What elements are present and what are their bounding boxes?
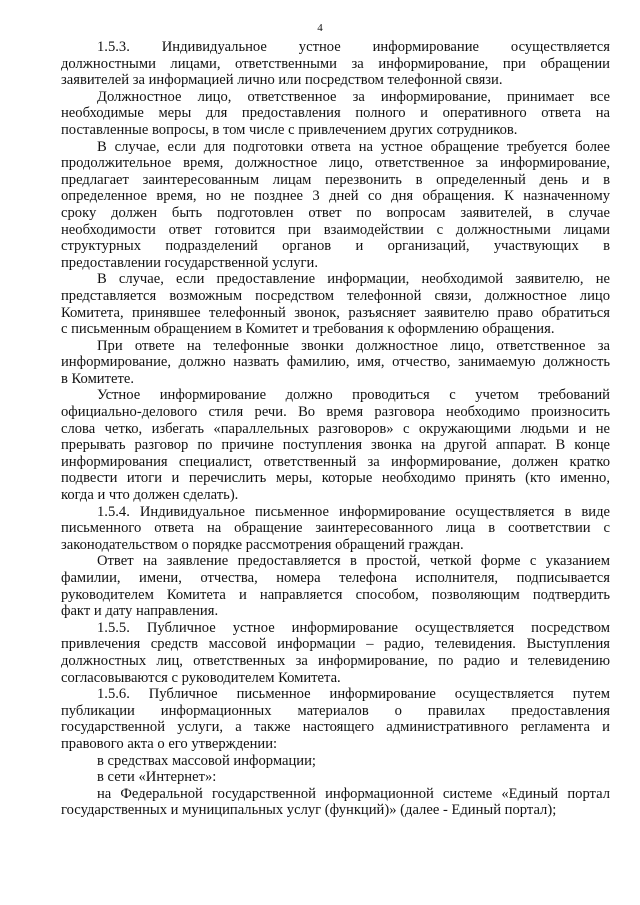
- text-line: публикации информационных материалов о правилах предоставления: [61, 702, 610, 719]
- text-line: с письменным обращением в Комитет и требования к оформлению обращения.: [61, 321, 555, 338]
- text-line: Должностное лицо, ответственное за информирование, принимает все: [97, 88, 610, 105]
- text-line: Ответ на заявление предоставляется в простой, четкой форме с указанием: [97, 553, 610, 570]
- list-item: [61, 753, 610, 770]
- text-line: согласовываются с руководителем Комитета.: [61, 669, 341, 686]
- text-line: правового акта о его утверждении:: [61, 735, 278, 752]
- paragraph: [61, 686, 610, 752]
- text-line: привлечения средств массовой информации – радио, телевидения. Выступления: [61, 636, 610, 653]
- paragraph: [61, 553, 610, 619]
- text-line: факт и дату направления.: [61, 603, 219, 620]
- text-line: В случае, если предоставление информации, необходимой заявителю, не: [97, 271, 610, 288]
- text-line: подвести итоги и перечислить меры, которые необходимо принять (кто именно,: [61, 470, 610, 487]
- text-line: информирование, должно назвать фамилию, имя, отчество, занимаемую должность: [61, 354, 610, 371]
- text-line: определенное время, но не позднее 3 дней со дня обращения. К назначенному: [61, 188, 610, 205]
- text-line: руководителем Комитета и направляется способом, позволяющим подтвердить: [61, 586, 610, 603]
- text-line: слова четко, избегать «параллельных разговоров» с окружающими людьми и не: [61, 420, 610, 437]
- text-line: когда и что должен сделать).: [61, 487, 239, 504]
- text-line: структурных подразделений органов и организаций, участвующих в: [61, 238, 610, 255]
- paragraph: [61, 139, 610, 272]
- paragraph: [61, 504, 610, 554]
- text-line: Комитета, принявшее телефонный звонок, разъясняет заявителю право обратиться: [61, 304, 610, 321]
- text-line: 1.5.4. Индивидуальное письменное информирование осуществляется в виде: [97, 503, 610, 520]
- text-line: сроку должен быть подготовлен ответ по вопросам заявителей, в случае: [61, 204, 610, 221]
- paragraph: [61, 387, 610, 503]
- text-line: должностными лицами, ответственными за информирование, при обращении: [61, 55, 610, 72]
- paragraph: [61, 620, 610, 686]
- text-line: фамилии, имени, отчества, номера телефона исполнителя, подписывается: [61, 570, 610, 586]
- text-line: Устное информирование должно проводиться с учетом требований: [97, 387, 610, 404]
- paragraph: [61, 271, 610, 337]
- text-line: продолжительное время, должностное лицо, ответственное за информирование,: [61, 155, 610, 172]
- paragraph: [61, 89, 610, 139]
- text-line: 1.5.6. Публичное письменное информирование осуществляется путем: [97, 686, 610, 703]
- text-line: государственных и муниципальных услуг (функций)» (далее - Единый портал);: [61, 802, 557, 819]
- text-line: предлагает заинтересованным лицам перезвонить в определенный день и в: [61, 171, 610, 188]
- text-line: прерывать разговор по причине поступления звонка на другой аппарат. В конце: [61, 437, 610, 454]
- text-line: 1.5.5. Публичное устное информирование осуществляется посредством: [97, 619, 610, 636]
- text-line: в Комитете.: [61, 370, 134, 387]
- text-line: В случае, если для подготовки ответа на устное обращение требуется более: [97, 138, 610, 155]
- text-line: необходимые меры для предоставления полного и оперативного ответа на: [61, 105, 610, 122]
- paragraph: [61, 39, 610, 89]
- text-line: информирования специалист, ответственный за информирование, должен кратко: [61, 453, 610, 470]
- text-line: 1.5.3. Индивидуальное устное информирование осуществляется: [97, 39, 610, 55]
- text-line: должностных лиц, ответственных за информирование, по радио и телевидению: [61, 652, 610, 669]
- text-line: в сети «Интернет»:: [97, 769, 217, 786]
- text-line: предоставлении государственной услуги.: [61, 254, 318, 271]
- document-body: [61, 39, 610, 819]
- text-line: необходимости ответ готовится при взаимодействии с должностными лицами: [61, 221, 610, 238]
- text-line: на Федеральной государственной информационной системе «Единый портал: [97, 785, 610, 802]
- text-line: представляется возможным посредством телефонной связи, должностное лицо: [61, 287, 610, 304]
- page-number: 4: [317, 22, 323, 34]
- paragraph: [61, 786, 610, 819]
- paragraph: [61, 338, 610, 388]
- text-line: При ответе на телефонные звонки должностное лицо, ответственное за: [97, 337, 610, 354]
- text-line: законодательством о порядке рассмотрения обращений граждан.: [61, 536, 464, 553]
- list-item: [61, 769, 610, 786]
- text-line: поставленные вопросы, в том числе с привлечением других сотрудников.: [61, 121, 518, 138]
- text-line: в средствах массовой информации;: [97, 752, 316, 769]
- text-line: письменного ответа на обращение заинтересованного лица в соответствии с: [61, 520, 610, 537]
- text-line: заявителей за информацией лично или посредством телефонной связи.: [61, 72, 503, 89]
- text-line: государственной услуги, а также настоящего административного регламента и: [61, 719, 610, 736]
- text-line: официально-делового стиля речи. Во время разговора необходимо произносить: [61, 404, 610, 421]
